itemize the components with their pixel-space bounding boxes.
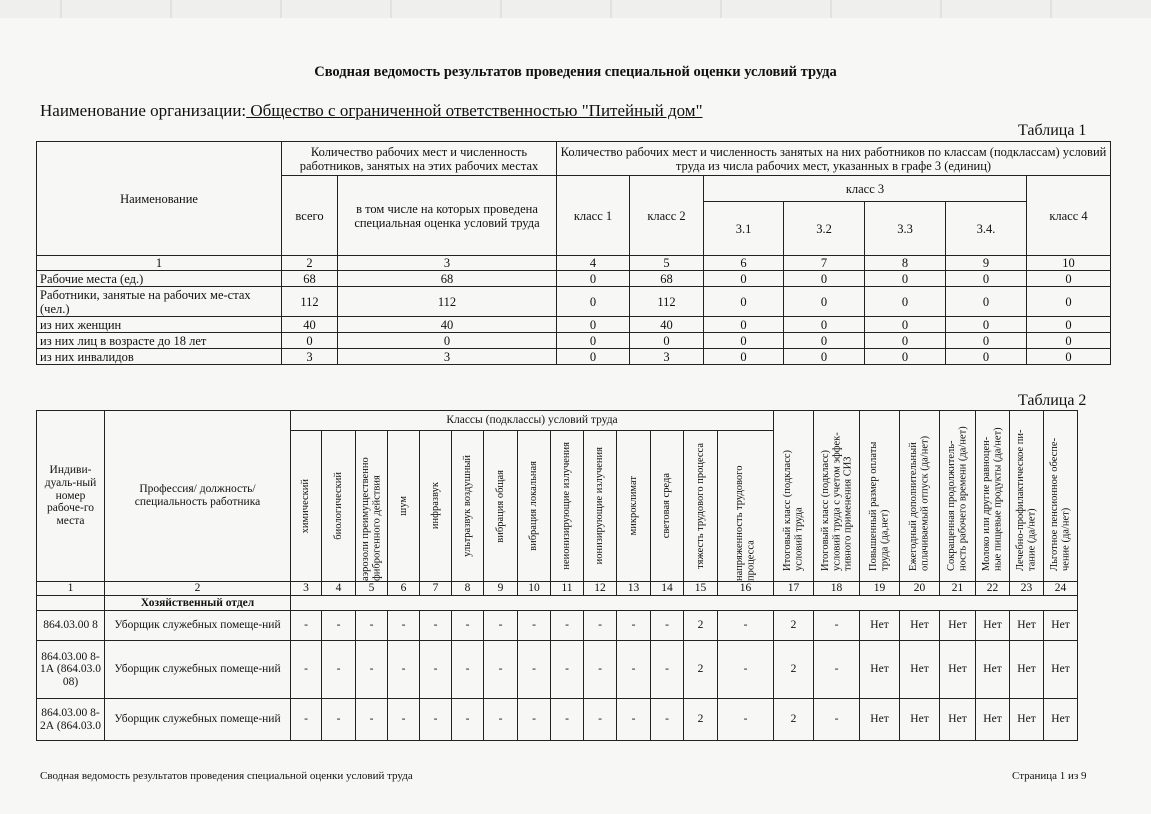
cell-value: -: [584, 611, 617, 641]
cell-value: Нет: [1010, 699, 1044, 741]
profession-name: Уборщик служебных помеще-ний: [105, 641, 291, 699]
column-number: 20: [900, 582, 940, 596]
cell-value: 0: [704, 271, 784, 287]
cell-value: -: [356, 641, 388, 699]
cell-value: Нет: [1010, 611, 1044, 641]
cell-value: 0: [557, 333, 630, 349]
cell-value: 0: [784, 287, 865, 317]
cell-value: 3: [282, 349, 338, 365]
cell-value: Нет: [860, 611, 900, 641]
factor-header-label: ультразвук воздушный: [461, 455, 473, 557]
cell-value: -: [322, 699, 356, 741]
organization-name: Общество с ограниченной ответственностью "Питейный дом": [246, 101, 703, 120]
cell-value: Нет: [940, 641, 976, 699]
t2-header-extra-4: Ежегодный дополнительный оплачиваемый отпуск (да/нет): [900, 411, 940, 582]
workplace-id: 864.03.00 8-1А (864.03.0 08): [37, 641, 105, 699]
factor-header: [356, 431, 388, 582]
table-row: [37, 699, 1078, 741]
row-label: из них женщин: [37, 317, 282, 333]
cell-value: 112: [282, 287, 338, 317]
cell-value: Нет: [1044, 699, 1078, 741]
row-label: из них лиц в возрасте до 18 лет: [37, 333, 282, 349]
cell-value: Нет: [900, 641, 940, 699]
t1-header-class1: класс 1: [557, 176, 630, 256]
cell-value: 0: [865, 333, 946, 349]
column-number: 5: [630, 256, 704, 271]
cell-value: 3: [338, 349, 557, 365]
cell-value: -: [651, 699, 684, 741]
cell-value: -: [814, 611, 860, 641]
factor-header: [518, 431, 551, 582]
cell-value: 0: [865, 317, 946, 333]
t2-header-extra-5: Сокращенная продолжитель-ность рабочего времени (да/нет): [940, 411, 976, 582]
column-number: 8: [452, 582, 484, 596]
factor-header-label: вибрация локальная: [528, 461, 540, 551]
cell-value: 68: [282, 271, 338, 287]
cell-value: 0: [784, 349, 865, 365]
cell-value: 0: [1027, 349, 1111, 365]
profession-name: Уборщик служебных помеще-ний: [105, 699, 291, 741]
table-row: [37, 287, 1111, 317]
summary-table: [36, 141, 1111, 365]
cell-value: 0: [784, 271, 865, 287]
factor-header: [452, 431, 484, 582]
cell-value: -: [452, 611, 484, 641]
cell-value: 0: [1027, 317, 1111, 333]
scan-edge-decoration: [0, 0, 1151, 18]
footer-title: Сводная ведомость результатов проведения специальной оценки условий труда: [40, 770, 413, 782]
t2-header-extra-7: Лечебно-профилактическое пи-тание (да/нет): [1010, 411, 1044, 582]
table-row: [37, 611, 1078, 641]
cell-value: 0: [865, 287, 946, 317]
column-number: 14: [651, 582, 684, 596]
cell-value: 0: [630, 333, 704, 349]
column-number: 10: [1027, 256, 1111, 271]
cell-value: -: [356, 611, 388, 641]
cell-value: Нет: [976, 699, 1010, 741]
cell-value: -: [584, 641, 617, 699]
column-number: 9: [946, 256, 1027, 271]
column-number: 7: [784, 256, 865, 271]
column-number: 15: [684, 582, 718, 596]
column-number: 24: [1044, 582, 1078, 596]
cell-value: 0: [282, 333, 338, 349]
factor-header: [322, 431, 356, 582]
column-number: 17: [774, 582, 814, 596]
column-number: 7: [420, 582, 452, 596]
factor-header-label: биологический: [332, 472, 344, 540]
page-number: Страница 1 из 9: [1012, 770, 1087, 782]
column-number: 2: [105, 582, 291, 596]
t1-header-assessed: в том числе на которых проведена специальная оценка условий труда: [338, 176, 557, 256]
cell-value: -: [584, 699, 617, 741]
t1-header-name: Наименование: [37, 142, 282, 256]
cell-value: 0: [557, 349, 630, 365]
cell-value: -: [484, 699, 518, 741]
factor-header-label: напряженность трудового процесса: [734, 465, 757, 581]
cell-value: Нет: [976, 611, 1010, 641]
column-number: 13: [617, 582, 651, 596]
workplace-table: [36, 410, 1078, 741]
table-row: [37, 271, 1111, 287]
column-number: 22: [976, 582, 1010, 596]
cell-value: 0: [946, 271, 1027, 287]
factor-header-label: аэрозоли преимущественно фиброгенного действия: [360, 457, 383, 581]
factor-header: [617, 431, 651, 582]
cell-value: 40: [338, 317, 557, 333]
cell-value: -: [814, 641, 860, 699]
row-label: из них инвалидов: [37, 349, 282, 365]
cell-value: 0: [704, 333, 784, 349]
t1-header-total: всего: [282, 176, 338, 256]
table-row: [37, 333, 1111, 349]
cell-value: 0: [557, 271, 630, 287]
cell-value: -: [617, 699, 651, 741]
t1-header-class3: класс 3: [704, 176, 1027, 202]
cell-value: 40: [282, 317, 338, 333]
cell-value: Нет: [900, 611, 940, 641]
column-number: 1: [37, 256, 282, 271]
factor-header-label: инфразвук: [429, 482, 441, 530]
t1-header-workplaces: Количество рабочих мест и численность работников, занятых на этих рабочих местах: [282, 142, 557, 176]
cell-value: -: [322, 611, 356, 641]
t2-header-extra-3: Повышенный размер оплаты труда (да,нет): [860, 411, 900, 582]
table-row: [37, 641, 1078, 699]
cell-value: -: [452, 641, 484, 699]
factor-header-label: шум: [397, 496, 409, 516]
cell-value: 0: [1027, 333, 1111, 349]
cell-value: 0: [1027, 271, 1111, 287]
cell-value: -: [420, 611, 452, 641]
cell-value: 2: [774, 641, 814, 699]
t1-column-numbers: [37, 256, 1111, 271]
factor-header: [388, 431, 420, 582]
cell-value: -: [388, 611, 420, 641]
cell-value: 0: [784, 317, 865, 333]
cell-value: Нет: [976, 641, 1010, 699]
cell-value: Нет: [860, 641, 900, 699]
t1-header-classes: Количество рабочих мест и численность занятых на них работников по классам (подклассам) условий труда из числа рабочих мест, указанных в графе 3 (единиц): [557, 142, 1111, 176]
cell-value: -: [551, 699, 584, 741]
cell-value: -: [388, 699, 420, 741]
factor-header: [651, 431, 684, 582]
t1-header-class4: класс 4: [1027, 176, 1111, 256]
cell-value: -: [518, 611, 551, 641]
cell-value: Нет: [940, 611, 976, 641]
column-number: 2: [282, 256, 338, 271]
column-number: 18: [814, 582, 860, 596]
t1-header-class2: класс 2: [630, 176, 704, 256]
column-number: 3: [338, 256, 557, 271]
row-label: Рабочие места (ед.): [37, 271, 282, 287]
factor-header: [291, 431, 322, 582]
t2-header-classes: Классы (подклассы) условий труда: [291, 411, 774, 431]
workplace-id: 864.03.00 8-2А (864.03.0: [37, 699, 105, 741]
factor-header-label: тяжесть трудового процесса: [694, 443, 706, 569]
factor-header: [684, 431, 718, 582]
cell-value: 0: [557, 287, 630, 317]
cell-value: -: [551, 641, 584, 699]
column-number: 9: [484, 582, 518, 596]
factor-header: [584, 431, 617, 582]
cell-value: 0: [338, 333, 557, 349]
t2-section-row: [37, 596, 1078, 611]
factor-header: [484, 431, 518, 582]
t2-header-extra-6: Молоко или другие равноцен-ные пищевые продукты (да/нет): [976, 411, 1010, 582]
column-number: 1: [37, 582, 105, 596]
column-number: 10: [518, 582, 551, 596]
t1-header-c31: 3.1: [704, 202, 784, 256]
cell-value: -: [617, 641, 651, 699]
cell-value: -: [322, 641, 356, 699]
factor-header-label: неионизирующие излучения: [561, 442, 573, 570]
cell-value: 0: [946, 349, 1027, 365]
cell-value: -: [551, 611, 584, 641]
organization-label: Наименование организации:: [40, 101, 247, 120]
factor-header: [718, 431, 774, 582]
column-number: 11: [551, 582, 584, 596]
cell-value: Нет: [860, 699, 900, 741]
cell-value: 0: [557, 317, 630, 333]
cell-value: -: [291, 641, 322, 699]
cell-value: -: [651, 611, 684, 641]
factor-header-label: микроклимат: [627, 476, 639, 536]
cell-value: Нет: [940, 699, 976, 741]
cell-value: -: [356, 699, 388, 741]
column-number: 16: [718, 582, 774, 596]
t2-header-id: Индиви-дуаль-ный номер рабоче-го места: [37, 411, 105, 582]
cell-value: 2: [684, 699, 718, 741]
column-number: 4: [557, 256, 630, 271]
row-label: Работники, занятые на рабочих ме-стах (чел.): [37, 287, 282, 317]
cell-value: 112: [630, 287, 704, 317]
cell-value: -: [420, 699, 452, 741]
cell-value: -: [420, 641, 452, 699]
cell-value: -: [718, 641, 774, 699]
cell-value: -: [518, 641, 551, 699]
cell-value: Нет: [1044, 641, 1078, 699]
column-number: 23: [1010, 582, 1044, 596]
t1-header-c32: 3.2: [784, 202, 865, 256]
cell-value: -: [484, 641, 518, 699]
cell-value: -: [518, 699, 551, 741]
t2-header-extra-1: Итоговый класс (подкласс) условий труда: [774, 411, 814, 582]
table-row: [37, 317, 1111, 333]
table2-caption: Таблица 2: [1018, 392, 1087, 409]
cell-value: -: [718, 611, 774, 641]
cell-value: -: [388, 641, 420, 699]
cell-value: -: [814, 699, 860, 741]
cell-value: 0: [704, 349, 784, 365]
cell-value: -: [617, 611, 651, 641]
t2-header-extra-8: Льготное пенсионное обеспе-чение (да/нет): [1044, 411, 1078, 582]
column-number: 6: [704, 256, 784, 271]
cell-value: 0: [704, 287, 784, 317]
cell-value: Нет: [1010, 641, 1044, 699]
cell-value: 0: [946, 333, 1027, 349]
cell-value: 0: [865, 271, 946, 287]
table1-caption: Таблица 1: [1018, 122, 1087, 139]
column-number: 5: [356, 582, 388, 596]
cell-value: -: [484, 611, 518, 641]
column-number: 6: [388, 582, 420, 596]
table-row: [37, 349, 1111, 365]
t2-header-profession: Профессия/ должность/ специальность работника: [105, 411, 291, 582]
t2-section-title: Хозяйственный отдел: [105, 596, 291, 611]
column-number: 3: [291, 582, 322, 596]
cell-value: 0: [946, 287, 1027, 317]
workplace-id: 864.03.00 8: [37, 611, 105, 641]
factor-header-label: ионизирующие излучения: [594, 447, 606, 565]
cell-value: -: [718, 699, 774, 741]
t1-header-c33: 3.3: [865, 202, 946, 256]
profession-name: Уборщик служебных помеще-ний: [105, 611, 291, 641]
cell-value: 68: [630, 271, 704, 287]
cell-value: 68: [338, 271, 557, 287]
cell-value: -: [452, 699, 484, 741]
cell-value: 0: [1027, 287, 1111, 317]
column-number: 8: [865, 256, 946, 271]
cell-value: -: [651, 641, 684, 699]
cell-value: -: [291, 611, 322, 641]
t2-header-extra-2: Итоговый класс (подкласс) условий труда с учетом эффек-тивного применения СИЗ: [814, 411, 860, 582]
cell-value: 0: [865, 349, 946, 365]
column-number: 21: [940, 582, 976, 596]
t1-header-c34: 3.4.: [946, 202, 1027, 256]
factor-header: [551, 431, 584, 582]
document-title: Сводная ведомость результатов проведения специальной оценки условий труда: [314, 64, 837, 80]
column-number: 12: [584, 582, 617, 596]
cell-value: Нет: [1044, 611, 1078, 641]
factor-header-label: химический: [300, 478, 312, 534]
organization-line: [40, 101, 703, 121]
cell-value: 0: [946, 317, 1027, 333]
t2-column-numbers: [37, 582, 1078, 596]
cell-value: 3: [630, 349, 704, 365]
cell-value: Нет: [900, 699, 940, 741]
cell-value: 2: [684, 641, 718, 699]
factor-header-label: световая среда: [661, 473, 673, 539]
cell-value: 2: [774, 699, 814, 741]
cell-value: -: [291, 699, 322, 741]
cell-value: 2: [684, 611, 718, 641]
column-number: 19: [860, 582, 900, 596]
factor-header: [420, 431, 452, 582]
factor-header-label: вибрация общая: [494, 469, 506, 543]
cell-value: 2: [774, 611, 814, 641]
cell-value: 40: [630, 317, 704, 333]
cell-value: 0: [784, 333, 865, 349]
cell-value: 112: [338, 287, 557, 317]
cell-value: 0: [704, 317, 784, 333]
column-number: 4: [322, 582, 356, 596]
